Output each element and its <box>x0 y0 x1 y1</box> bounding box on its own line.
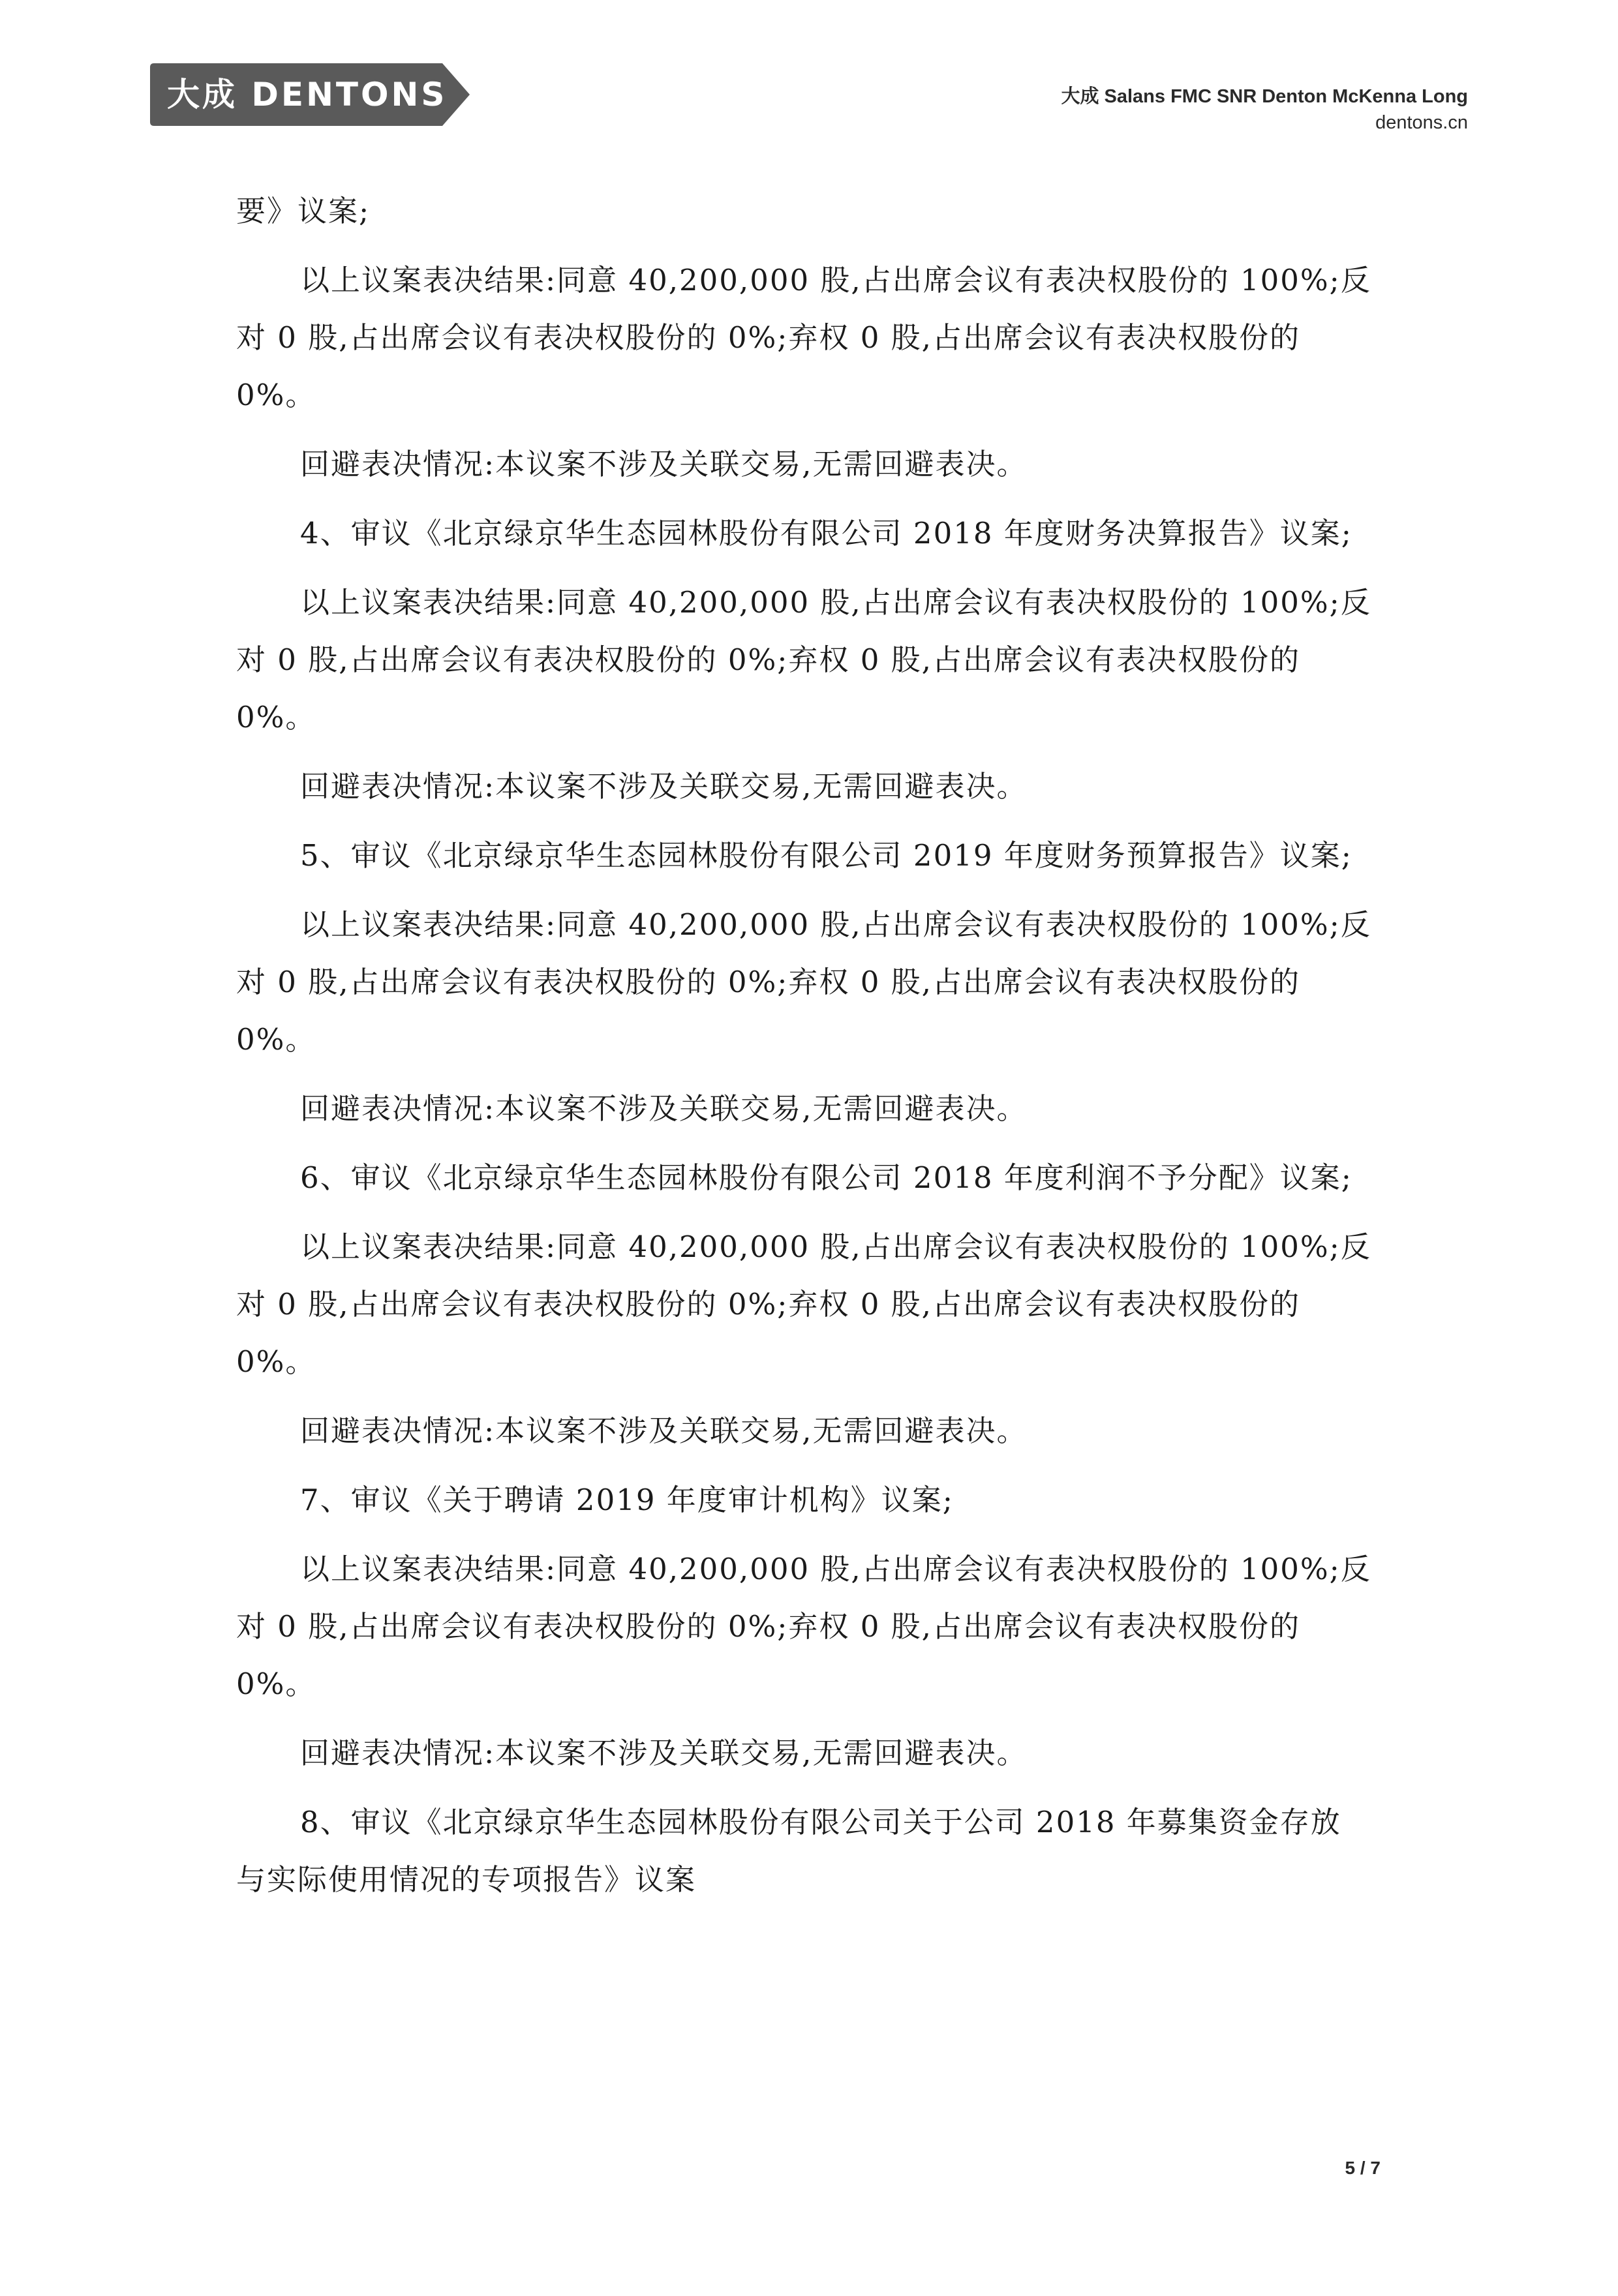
paragraph-motion-7: 7、审议《关于聘请 2019 年度审计机构》议案; <box>300 1483 954 1517</box>
paragraph-motion-6: 6、审议《北京绿京华生态园林股份有限公司 2018 年度利润不予分配》议案; <box>300 1160 1352 1195</box>
paragraph-vote-result: 以上议案表决结果:同意 40,200,000 股,占出席会议有表决权股份的 100%;反对 0 股,占出席会议有表决权股份的 0%;弃权 0 股,占出席会议有表决权股份的 0%。 <box>236 1230 1371 1379</box>
paragraph-recusal: 回避表决情况:本议案不涉及关联交易,无需回避表决。 <box>300 1413 1028 1448</box>
paragraph-recusal: 回避表决情况:本议案不涉及关联交易,无需回避表决。 <box>300 1736 1028 1770</box>
header-firm-info <box>1061 83 1468 136</box>
document-body <box>236 183 1371 1909</box>
paragraph-recusal: 回避表决情况:本议案不涉及关联交易,无需回避表决。 <box>300 769 1028 804</box>
page-number: 5 / 7 <box>1345 2158 1381 2178</box>
paragraph-motion-8: 8、审议《北京绿京华生态园林股份有限公司关于公司 2018 年募集资金存放与实际使用情况的专项报告》议案 <box>236 1805 1341 1897</box>
paragraph-vote-result: 以上议案表决结果:同意 40,200,000 股,占出席会议有表决权股份的 100%;反对 0 股,占出席会议有表决权股份的 0%;弃权 0 股,占出席会议有表决权股份的 0%。 <box>236 263 1371 412</box>
dentons-logo <box>150 63 470 126</box>
logo-text: 大成 DENTONS <box>167 76 448 113</box>
paragraph-vote-result: 以上议案表决结果:同意 40,200,000 股,占出席会议有表决权股份的 100%;反对 0 股,占出席会议有表决权股份的 0%;弃权 0 股,占出席会议有表决权股份的 0%。 <box>236 585 1371 734</box>
paragraph-motion-5: 5、审议《北京绿京华生态园林股份有限公司 2019 年度财务预算报告》议案; <box>300 838 1352 873</box>
paragraph-vote-result: 以上议案表决结果:同意 40,200,000 股,占出席会议有表决权股份的 100%;反对 0 股,占出席会议有表决权股份的 0%;弃权 0 股,占出席会议有表决权股份的 0%。 <box>236 907 1371 1057</box>
paragraph-recusal: 回避表决情况:本议案不涉及关联交易,无需回避表决。 <box>300 1091 1028 1126</box>
paragraph-recusal: 回避表决情况:本议案不涉及关联交易,无需回避表决。 <box>300 447 1028 481</box>
paragraph-vote-result: 以上议案表决结果:同意 40,200,000 股,占出席会议有表决权股份的 100%;反对 0 股,占出席会议有表决权股份的 0%;弃权 0 股,占出席会议有表决权股份的 0%。 <box>236 1552 1371 1701</box>
header-website: dentons.cn <box>1375 112 1468 133</box>
header-firm-names: 大成 Salans FMC SNR Denton McKenna Long <box>1061 86 1468 107</box>
paragraph-motion-4: 4、审议《北京绿京华生态园林股份有限公司 2018 年度财务决算报告》议案; <box>300 516 1352 551</box>
paragraph-continuation: 要》议案; <box>236 194 371 228</box>
